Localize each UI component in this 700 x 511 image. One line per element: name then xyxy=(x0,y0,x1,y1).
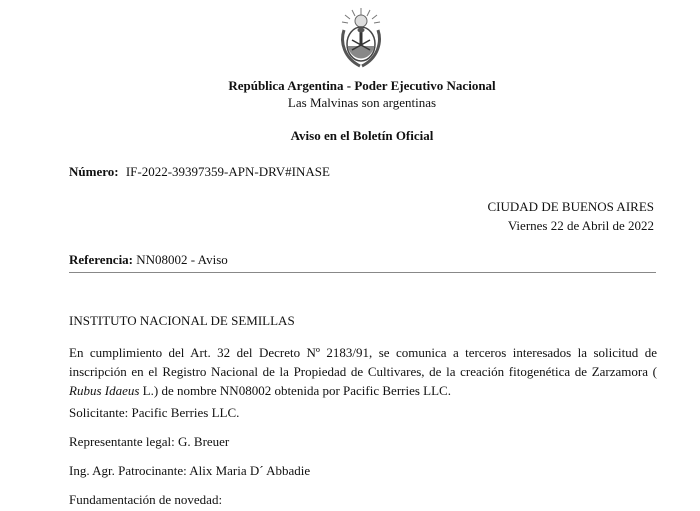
fundamentacion-heading: Fundamentación de novedad: xyxy=(69,492,223,507)
paragraph-text-2: L.) de nombre NN08002 obtenida por Pacific Berries LLC. xyxy=(139,383,451,398)
representante-legal: Representante legal: G. Breuer xyxy=(69,434,230,449)
species-name: Rubus Idaeus xyxy=(69,383,140,398)
divider xyxy=(69,272,656,273)
patrocinante: Ing. Agr. Patrocinante: Alix Maria D´ Abbadie xyxy=(69,463,311,478)
document-type-title: Aviso en el Boletín Oficial xyxy=(290,128,434,143)
referencia-label: Referencia: xyxy=(69,252,134,267)
numero-label: Número: xyxy=(69,164,119,179)
paragraph-text-1: En cumplimiento del Art. 32 del Decreto Nº 2183/91, se comunica a terceros interesados la solicitud de inscripción en el Registro Nacional de la Propiedad de Cultivares, de la creación fitogenética de Zarzamora ( xyxy=(69,345,657,379)
numero-value: IF-2022-39397359-APN-DRV#INASE xyxy=(125,164,330,179)
institution-name: INSTITUTO NACIONAL DE SEMILLAS xyxy=(69,313,295,328)
header-motto: Las Malvinas son argentinas xyxy=(287,95,437,110)
referencia-value: NN08002 - Aviso xyxy=(136,252,228,267)
referencia-row xyxy=(69,252,228,268)
city: CIUDAD DE BUENOS AIRES xyxy=(487,199,654,214)
date: Viernes 22 de Abril de 2022 xyxy=(507,218,654,233)
numero-row xyxy=(69,164,330,180)
solicitante: Solicitante: Pacific Berries LLC. xyxy=(69,405,240,420)
header-title: República Argentina - Poder Ejecutivo Nacional xyxy=(228,78,496,93)
argentina-coat-of-arms-icon xyxy=(336,6,386,70)
announcement-paragraph xyxy=(69,343,657,400)
